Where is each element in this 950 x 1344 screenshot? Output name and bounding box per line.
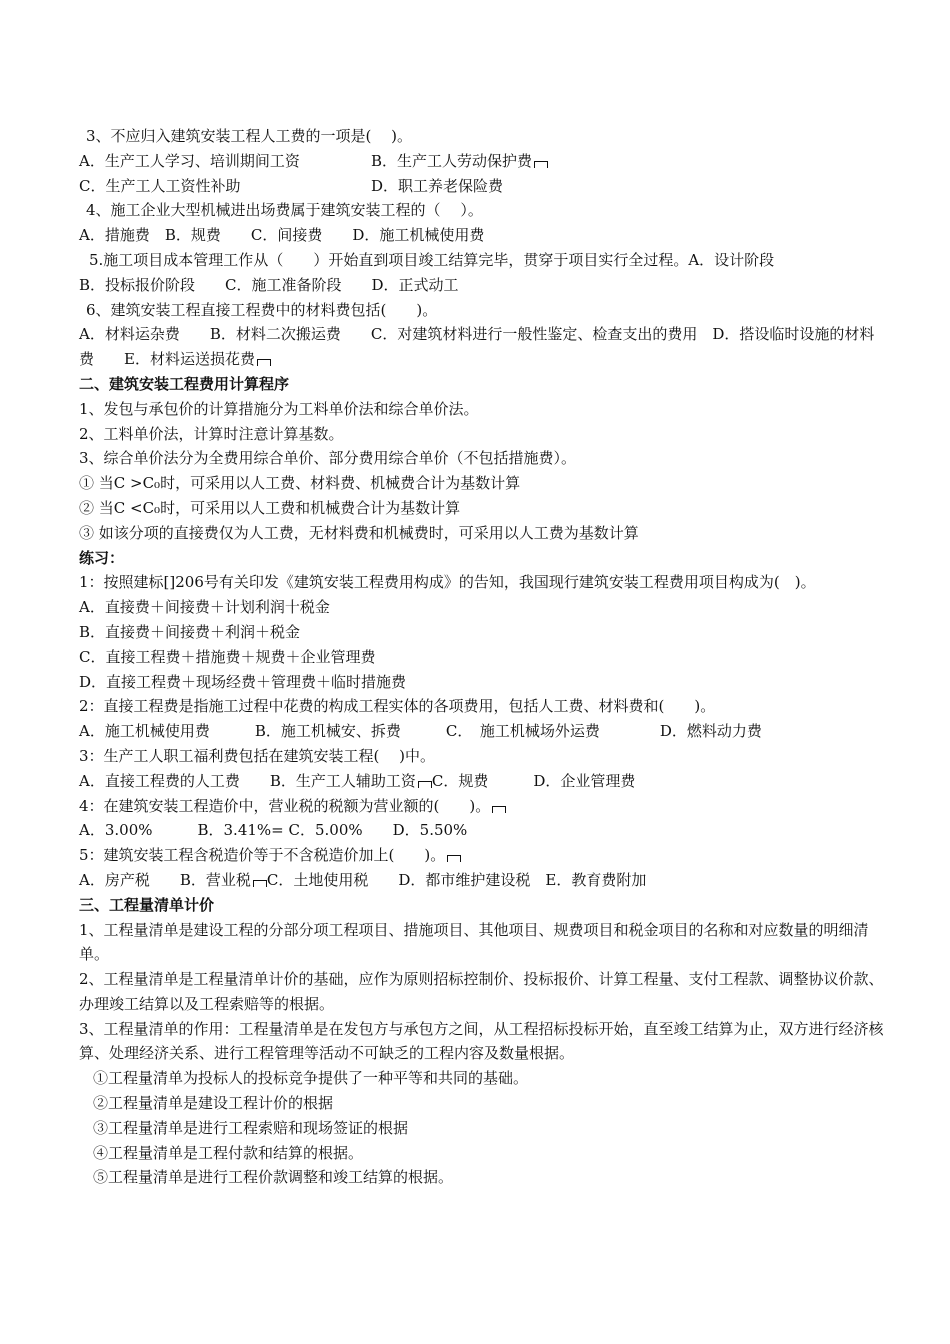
mark-symbol	[418, 781, 432, 788]
question-4: 4、施工企业大型机械进出场费属于建筑安装工程的（ ）。	[86, 201, 483, 220]
exercise-5-text: 5：建筑安装工程含税造价等于不含税造价加上( )。	[79, 846, 446, 865]
section-2-heading: 二、建筑安装工程费用计算程序	[79, 374, 290, 393]
usage-4: ④工程量清单是工程付款和结算的根据。	[93, 1143, 364, 1162]
exercise-1-b: B．直接费＋间接费＋利润＋税金	[79, 622, 301, 641]
question-6-options	[79, 322, 884, 372]
usage-5: ⑤工程量清单是进行工程价款调整和竣工结算的根据。	[93, 1168, 454, 1187]
exercise-3-options	[79, 769, 884, 794]
exercise-5	[79, 843, 884, 868]
exercise-3: 3：生产工人职工福利费包括在建筑安装工程( )中。	[79, 746, 436, 765]
question-4-options: A．措施费 B．规费 C．间接费 D．施工机械使用费	[79, 226, 485, 245]
exercise-5-ab: A．房产税 B．营业税	[79, 870, 251, 889]
mark-symbol	[257, 359, 271, 366]
question-3-options-cd	[79, 174, 884, 199]
section-2-p1: 1、发包与承包价的计算措施分为工料单价法和综合单价法。	[79, 399, 479, 418]
condition-2: ② 当C <C₀时，可采用以人工费和机械费合计为基数计算	[79, 498, 461, 517]
exercise-3-ab: A．直接工程费的人工费 B．生产工人辅助工资	[79, 771, 416, 790]
exercise-4-text: 4：在建筑安装工程造价中，营业税的税额为营业额的( )。	[79, 796, 491, 815]
section-3-p1: 1、工程量清单是建设工程的分部分项工程项目、措施项目、其他项目、规费项目和税金项目的名称和对应数量的明细清单。	[79, 920, 869, 964]
section-3-p2: 2、工程量清单是工程量清单计价的基础，应作为原则招标控制价、投标报价、计算工程量、支付工程款、调整协议价款、办理竣工结算以及工程索赔等的根据。	[79, 970, 884, 1013]
section-3-heading: 三、工程量清单计价	[79, 895, 215, 914]
exercise-1: 1：按照建标[]206号有关印发《建筑安装工程费用构成》的告知，我国现行建筑安装工程费用项目构成为( )。	[79, 573, 816, 592]
exercise-4-options: A．3.00% B．3.41%= C．5.00% D．5.50%	[79, 821, 468, 840]
exercise-5-options	[79, 868, 884, 893]
exercise-1-d: D．直接工程费＋现场经费＋管理费＋临时措施费	[79, 672, 407, 691]
question-5-options: B．投标报价阶段 C．施工准备阶段 D．正式动工	[79, 275, 459, 294]
exercise-2-options: A．施工机械使用费 B．施工机械安、拆费 C． 施工机械场外运费 D．燃料动力费	[79, 722, 762, 741]
section-2-p3: 3、综合单价法分为全费用综合单价、部分费用综合单价（不包括措施费）。	[79, 449, 577, 468]
mark-symbol	[447, 855, 461, 862]
option-d: D．职工养老保险费	[371, 176, 504, 195]
section-2-p2: 2、工料单价法，计算时注意计算基数。	[79, 424, 344, 443]
question-3: 3、不应归入建筑安装工程人工费的一项是( )。	[86, 127, 413, 145]
question-3-options-ab	[79, 149, 884, 174]
exercise-1-c: C．直接工程费＋措施费＋规费＋企业管理费	[79, 647, 376, 666]
question-6: 6、建筑安装工程直接工程费中的材料费包括( )。	[86, 300, 438, 319]
option-b: B．生产工人劳动保护费	[371, 151, 533, 170]
exercise-1-a: A．直接费＋间接费＋计划利润十税金	[79, 598, 330, 617]
question-6-options-text: A．材料运杂费 B．材料二次搬运费 C．对建筑材料进行一般性鉴定、检查支出的费用 D．搭设临时设施的材料费 E．材料运送损花费	[79, 325, 875, 369]
exercise-4	[79, 794, 884, 819]
mark-symbol	[534, 161, 548, 168]
condition-3: ③ 如该分项的直接费仅为人工费，无材料费和机械费时，可采用以人工费为基数计算	[79, 523, 639, 542]
practice-heading: 练习：	[79, 548, 125, 567]
mark-symbol	[492, 806, 506, 813]
option-c: C．生产工人工资性补助	[79, 176, 241, 195]
option-a: A．生产工人学习、培训期间工资	[79, 151, 300, 170]
usage-2: ②工程量清单是建设工程计价的根据	[93, 1094, 334, 1113]
usage-3: ③工程量清单是进行工程索赔和现场签证的根据	[93, 1118, 409, 1137]
usage-1: ①工程量清单为投标人的投标竞争提供了一种平等和共同的基础。	[93, 1069, 529, 1088]
question-5: 5.施工项目成本管理工作从（ ）开始直到项目竣工结算完毕，贯穿于项目实行全过程。A．设计阶段	[89, 250, 775, 269]
exercise-3-cd: C．规费 D．企业管理费	[431, 771, 636, 790]
mark-symbol	[253, 880, 267, 887]
condition-1: ① 当C >C₀时，可采用以人工费、材料费、机械费合计为基数计算	[79, 474, 521, 493]
section-3-p3: 3、工程量清单的作用：工程量清单是在发包方与承包方之间，从工程招标投标开始，直至竣工结算为止，双方进行经济核算、处理经济关系、进行工程管理等活动不可缺乏的工程内容及数量根据。	[79, 1019, 884, 1063]
exercise-2: 2：直接工程费是指施工过程中花费的构成工程实体的各项费用，包括人工费、材料费和( )。	[79, 697, 716, 716]
exercise-5-rest: C．土地使用税 D．都市维护建设税 E．教育费附加	[266, 870, 647, 889]
document-page	[79, 124, 884, 1190]
